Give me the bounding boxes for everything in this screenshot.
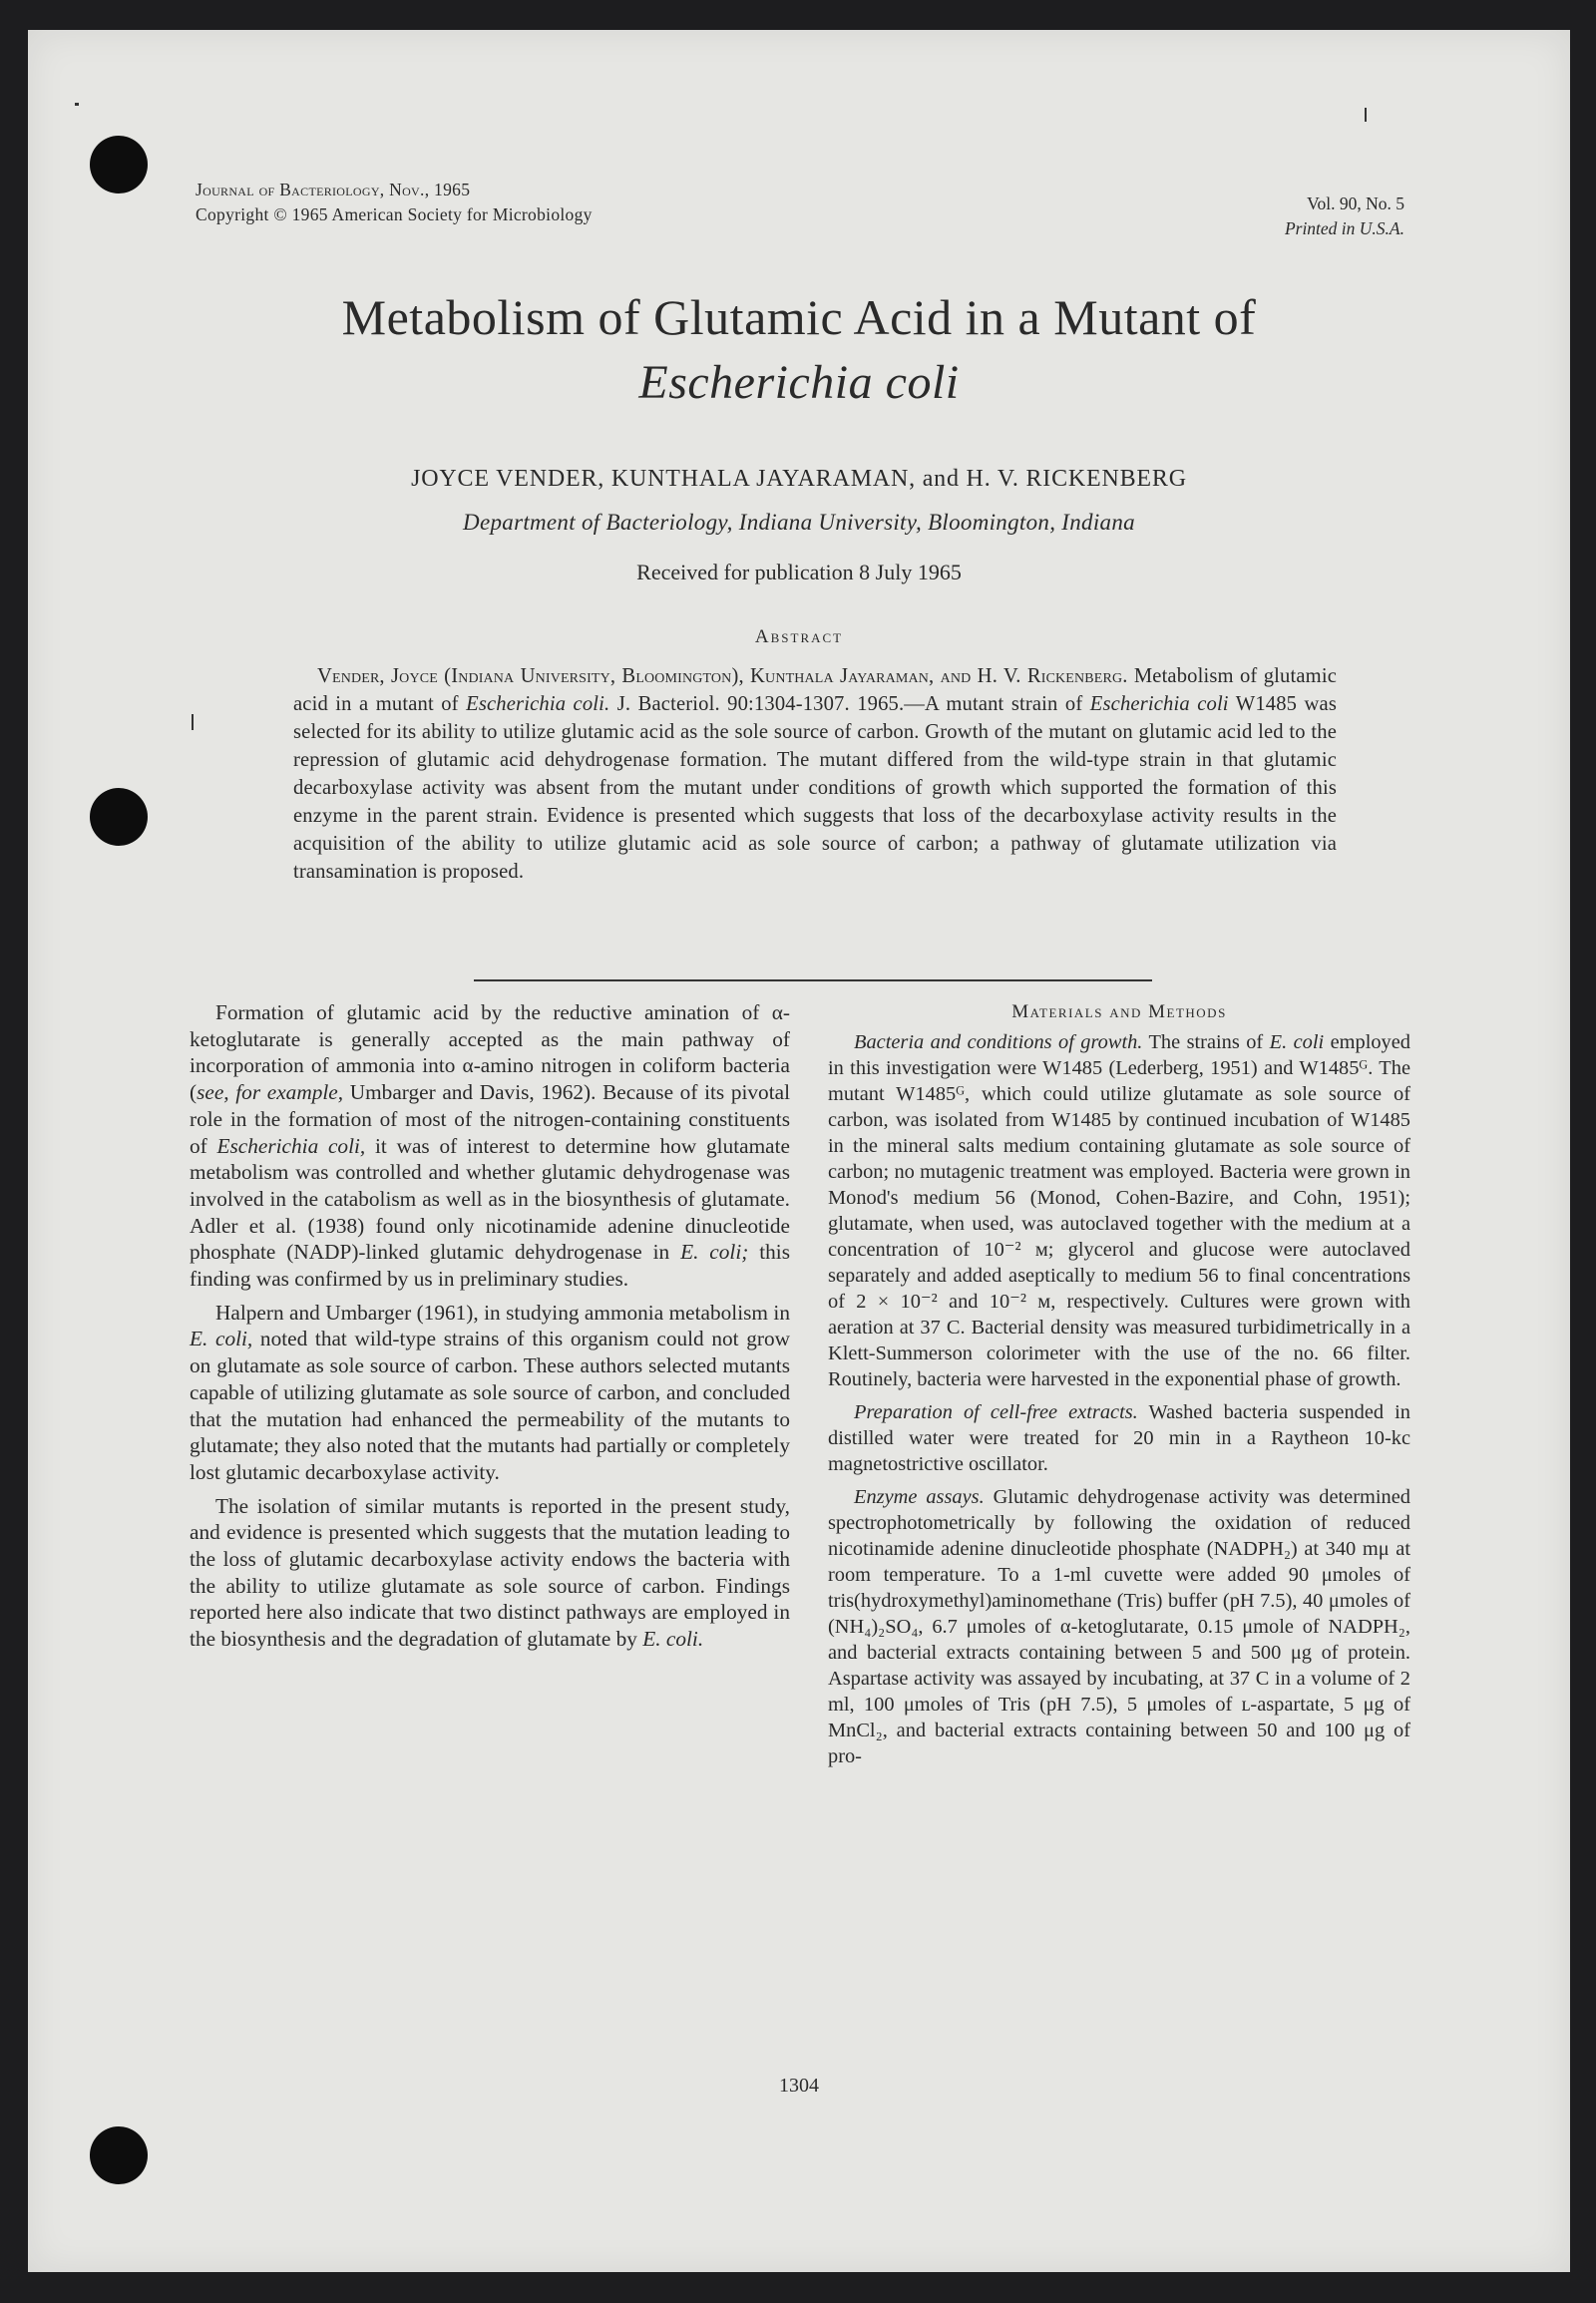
text-run: Umbarger and Davis, 1962). Because of its pivotal role in the formation of most of the nitrogen-containing constituents of: [190, 1080, 790, 1158]
author-list: JOYCE VENDER, KUNTHALA JAYARAMAN, and H. V. RICKENBERG: [411, 466, 1187, 492]
paragraph: [190, 999, 790, 1293]
text-run-italic: E. coli.: [642, 1627, 704, 1652]
text-run-italic: Escherichia coli,: [216, 1133, 366, 1158]
paragraph: [828, 1484, 1410, 1769]
text-run-italic: E. coli,: [190, 1327, 253, 1351]
text-run: it was of interest to determine how glutamate metabolism was controlled and whether glutamic dehydrogenase was involved in the catabolism as well as in the biosynthesis of glutamate. Adler et al. (1938) found only nicotinamide adenine dinucleotide phosphate (NADP)-linked glutamic dehydrogenase in: [190, 1133, 790, 1265]
paragraph: [190, 1493, 790, 1653]
section-heading: Materials and Methods: [1011, 1001, 1227, 1022]
abstract-heading: Abstract: [754, 626, 844, 647]
binder-hole-bottom: [90, 2126, 148, 2184]
text-run: Formation of glutamic acid by the reductive amination of α-ketoglutarate is generally accepted as the main pathway of incorporation of ammonia into α-amino nitrogen in coliform bacteria (: [190, 1000, 790, 1105]
printed-location: Printed in U.S.A.: [1284, 218, 1404, 238]
abstract-text: [293, 662, 1337, 886]
text-run: employed in this investigation were W1485 (Lederberg, 1951) and W1485ᴳ. The mutant W1485ᴳ, which could utilize glutamate as sole source of carbon, was isolated from W1485 by continued incubation of W1485 in the mineral salts medium containing glutamate as sole source of carbon; no mutagenic treatment was employed. Bacteria were grown in Monod's medium 56 (Monod, Cohen-Bazire, and Cohn, 1951); glutamate, when used, was autoclaved together with the medium at a concentration of 10⁻² м; glycerol and glucose were autoclaved separately and added aseptically to medium 56 to final concentrations of 2 × 10⁻² and 10⁻² м, respectively. Cultures were grown with aeration at 37 C. Bacterial density was measured turbidimetrically in a Klett-Summerson colorimeter with the use of the no. 66 filter. Routinely, bacteria were harvested in the exponential phase of growth.: [828, 1031, 1410, 1390]
copyright-line: Copyright © 1965 American Society for Microbiology: [196, 204, 593, 224]
journal-name: Journal of Bacteriology, Nov., 1965: [196, 180, 471, 199]
text-run: Glutamic dehydrogenase activity was determined spectrophotometrically by following the oxidation of reduced nicotinamide adenine dinucleotide phosphate (NADPH₂) at 340 mμ at room temperature. To a 1-ml cuvette were added 90 μmoles of tris(hydroxymethyl)aminomethane (Tris) buffer (pH 7.5), 40 μmoles of (NH₄)₂SO₄, 6.7 μmoles of α-ketoglutarate, 0.15 μmole of NADPH₂, and bacterial extracts containing between 5 and 500 μg of protein. Aspartase activity was assayed by incubating, at 37 C in a volume of 2 ml, 100 μmoles of Tris (pH 7.5), 5 μmoles of ʟ-aspartate, 5 μg of MnCl₂, and bacterial extracts containing between 50 and 100 μg of pro-: [828, 1486, 1410, 1767]
abstract-body: W1485 was selected for its ability to utilize glutamic acid as the sole source of carbon. Growth of the mutant on glutamic acid led to the repression of glutamic acid dehydrogenase formation. The mutant differed from the wild-type strain in that glutamic decarboxylase activity was absent from the mutant under conditions of growth which supported the formation of this enzyme in the parent strain. Evidence is presented which suggests that loss of the decarboxylase activity results in the acquisition of the ability to utilize glutamic acid as sole source of carbon; a pathway of glutamate utilization via transamination is proposed.: [293, 693, 1337, 883]
article-title: [28, 284, 1570, 416]
text-run-italic: E. coli;: [680, 1240, 749, 1265]
binder-hole-middle: [90, 788, 148, 846]
text-run: noted that wild-type strains of this organism could not grow on glutamate as sole source of carbon. These authors selected mutants capable of utilizing glutamate as sole source of carbon, and concluded that the mutation had enhanced the permeability of the mutants to glutamate; they also noted that the mutants had partially or completely lost glutamic decarboxylase activity.: [190, 1327, 791, 1484]
body-column-right: [828, 999, 1410, 1776]
page-number: 1304: [779, 2075, 819, 2097]
volume-info: [1285, 192, 1404, 241]
body-column-left: [190, 999, 790, 1660]
text-run-italic: see, for example,: [197, 1080, 344, 1105]
abstract-body-organism: Escherichia coli: [1089, 693, 1229, 715]
paragraph: [828, 1399, 1410, 1477]
journal-header: [196, 178, 593, 227]
paragraph: [190, 1300, 790, 1486]
abstract-citation-organism: Escherichia coli.: [466, 693, 610, 715]
text-run: The isolation of similar mutants is reported in the present study, and evidence is presented which suggests that the mutation leading to the loss of glutamic decarboxylase activity endows the bacteria with the ability to utilize glutamate as sole source of carbon. Findings reported here also indicate that two distinct pathways are employed in the biosynthesis and the degradation of glutamate by: [190, 1493, 790, 1652]
binder-hole-top: [90, 136, 148, 193]
abstract-body-start: —A mutant strain of: [904, 693, 1083, 715]
affiliation: Department of Bacteriology, Indiana University, Bloomington, Indiana: [463, 510, 1135, 535]
abstract-citation-ref: J. Bacteriol. 90:1304-1307. 1965.: [616, 693, 905, 715]
text-run: this finding was confirmed by us in preliminary studies.: [190, 1240, 790, 1292]
volume-number: Vol. 90, No. 5: [1307, 193, 1404, 213]
dust-speck: [75, 103, 79, 106]
received-date: Received for publication 8 July 1965: [636, 560, 962, 584]
abstract-citation-title: Metabolism of glutamic acid in a mutant of: [293, 665, 1337, 715]
dust-speck: [192, 714, 194, 730]
journal-page: [28, 30, 1570, 2272]
text-run: Halpern and Umbarger (1961), in studying ammonia metabolism in: [215, 1300, 790, 1325]
dust-speck: [1365, 108, 1367, 122]
paragraph-lead: Bacteria and conditions of growth.: [854, 1031, 1143, 1053]
paragraph-lead: Preparation of cell-free extracts.: [854, 1401, 1138, 1423]
text-run-italic: E. coli: [1269, 1031, 1325, 1053]
paragraph: [828, 1029, 1410, 1392]
text-run: The strains of: [1142, 1031, 1270, 1053]
paragraph-lead: Enzyme assays.: [854, 1486, 985, 1508]
section-divider: [474, 979, 1152, 981]
text-run: Washed bacteria suspended in distilled water were treated for 20 min in a Raytheon 10-kc magnetostrictive oscillator.: [828, 1401, 1411, 1475]
abstract-citation-authors: Vender, Joyce (Indiana University, Bloomington), Kunthala Jayaraman, and H. V. Rickenberg.: [317, 665, 1128, 687]
title-line-1: Metabolism of Glutamic Acid in a Mutant of: [341, 289, 1257, 345]
title-line-2: Escherichia coli: [638, 356, 960, 409]
